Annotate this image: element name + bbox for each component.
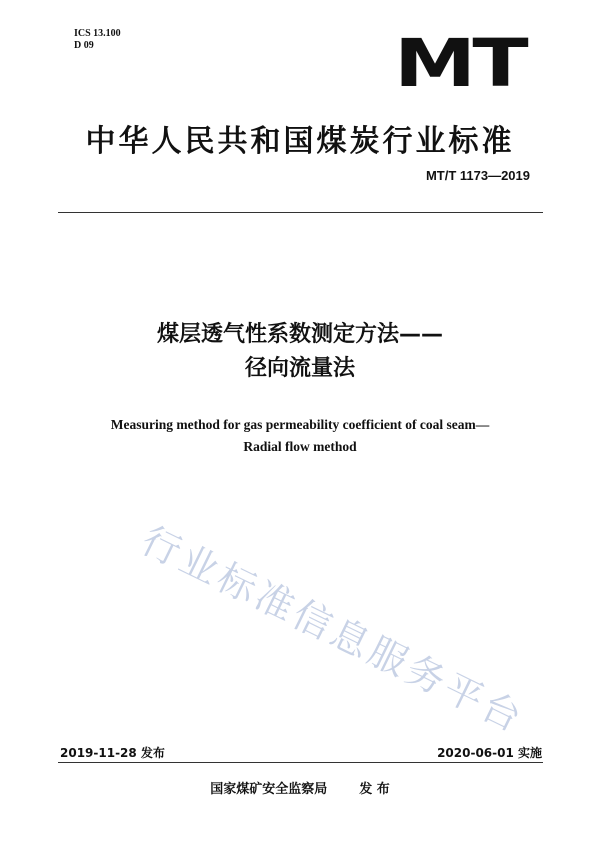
publisher-name: 国家煤矿安全监察局 (210, 782, 328, 797)
classification-codes (74, 28, 121, 52)
watermark: 行业标准信息服务平台 (134, 518, 532, 742)
english-title-line2: Radial flow method (243, 439, 357, 454)
english-title-line1: Measuring method for gas permeability coefficient of coal seam— (110, 417, 490, 432)
mt-logo: MT (394, 25, 525, 102)
chinese-title-line1: 煤层透气性系数测定方法—— (156, 322, 443, 347)
bottom-divider (58, 762, 543, 763)
chinese-title-line2: 径向流量法 (244, 356, 355, 381)
publisher-action: 发 布 (359, 782, 390, 797)
english-title (0, 414, 600, 458)
ccs-code: D 09 (74, 40, 94, 51)
top-divider (58, 212, 543, 213)
standard-code: MT/T 1173—2019 (425, 168, 530, 183)
ics-code: ICS 13.100 (74, 28, 121, 39)
chinese-title (0, 318, 600, 386)
publisher (0, 778, 600, 797)
standard-title: 中华人民共和国煤炭行业标准 (85, 124, 515, 159)
issue-date: 2019-11-28 发布 (60, 746, 165, 760)
implementation-date: 2020-06-01 实施 (437, 746, 542, 760)
